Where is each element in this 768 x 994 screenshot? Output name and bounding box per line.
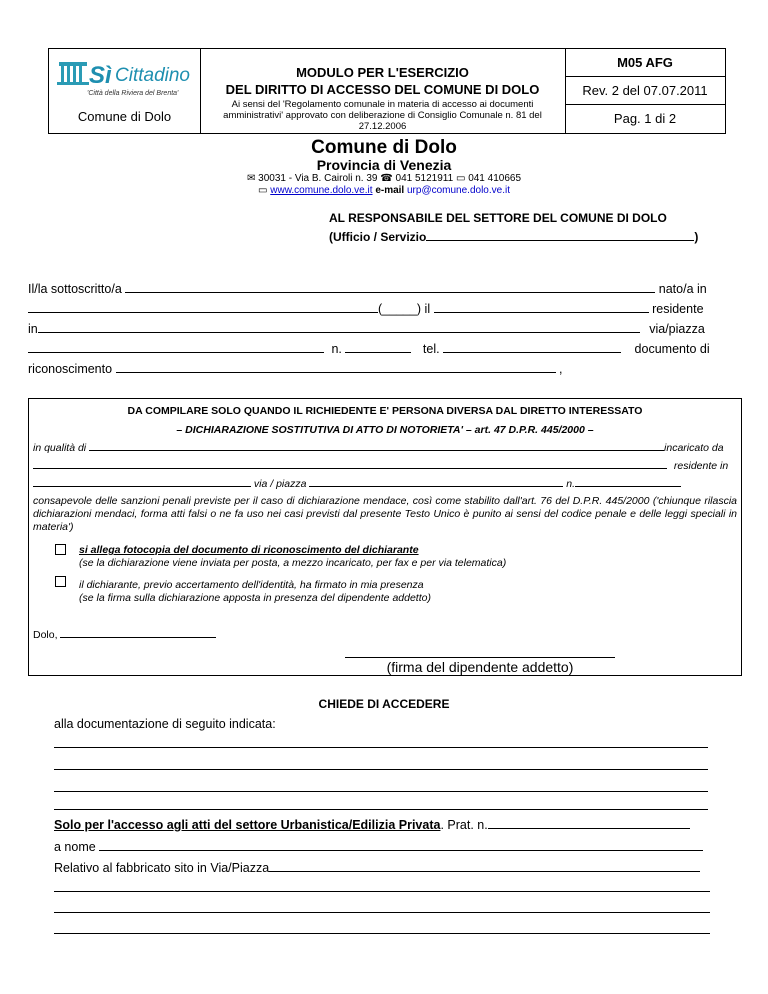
documentazione-line-3[interactable] <box>54 791 708 792</box>
data-nascita-field[interactable] <box>434 312 649 313</box>
applicant-line5: riconoscimento , <box>28 362 563 376</box>
fabbricato-line-2[interactable] <box>54 891 710 892</box>
computer-icon: ▭ <box>258 185 268 196</box>
fabbricato-line: Relativo al fabbricato sito in Via/Piazza <box>54 861 700 875</box>
box-dolo: Dolo, <box>33 629 216 641</box>
form-page: Pag. 1 di 2 <box>613 111 677 126</box>
entity-contacts <box>0 173 768 184</box>
fabbricato-line-3[interactable] <box>54 912 710 913</box>
box-line2: residente in <box>33 460 728 472</box>
documentazione-line-1[interactable] <box>54 747 708 748</box>
box-line1: in qualità di incaricato da <box>33 442 724 454</box>
residenza-field[interactable] <box>38 332 640 333</box>
svg-text:Cittadino: Cittadino <box>115 65 190 86</box>
box-title: DA COMPILARE SOLO QUANDO IL RICHIEDENTE E' PERSONA DIVERSA DAL DIRETTO INTERESSATO <box>127 405 643 417</box>
form-title-1: MODULO PER L'ESERCIZIO <box>296 65 469 80</box>
entity-name: Comune di Dolo <box>311 137 457 158</box>
box-consapevole: consapevole delle sanzioni penali previste per il caso di dichiarazione mendace, così come stabilito dall'art. 76 del D.P.R. 445/2000 ('chiunque rilascia dichiarazioni mendaci, forma atti falsi o ne fa uso nei casi previsti dal presente Testo Unico è punito ai sensi del codice penale e delle leggi speciali in materia') <box>33 495 737 533</box>
ufficio-field[interactable] <box>426 240 694 241</box>
allega-checkbox[interactable] <box>55 544 66 555</box>
pratica-field[interactable] <box>488 828 690 829</box>
via-field[interactable] <box>28 352 324 353</box>
logo-caption: Comune di Dolo <box>77 109 172 124</box>
documentazione-line-2[interactable] <box>54 769 708 770</box>
phone-icon: ☎ <box>380 173 393 184</box>
opt1-sub: (se la dichiarazione viene inviata per posta, a mezzo incaricato, per fax e per via telematica) <box>79 557 507 569</box>
opt1-main: si allega fotocopia del documento di riconoscimento del dichiarante <box>79 544 419 556</box>
entity-fax: 041 410665 <box>468 173 522 184</box>
sottoscritto-field[interactable] <box>125 292 655 293</box>
documentazione-line-4[interactable] <box>54 809 708 810</box>
urban-line: Solo per l'accesso agli atti del settore Urbanistica/Edilizia Privata. Prat. n. <box>54 818 690 832</box>
nome-line: a nome <box>54 840 703 854</box>
form-revision: Rev. 2 del 07.07.2011 <box>565 77 725 105</box>
fabbricato-field[interactable] <box>269 871 700 872</box>
box-civico-field[interactable] <box>575 486 681 487</box>
firma-line[interactable] <box>345 657 615 658</box>
email-link[interactable]: urp@comune.dolo.ve.it <box>407 185 510 196</box>
civico-field[interactable] <box>345 352 411 353</box>
tel-field[interactable] <box>443 352 621 353</box>
box-subtitle: – DICHIARAZIONE SOSTITUTIVA DI ATTO DI NOTORIETA' – art. 47 D.P.R. 445/2000 – <box>176 424 594 436</box>
recipient-line1: AL RESPONSABILE DEL SETTORE DEL COMUNE DI DOLO <box>329 211 667 225</box>
form-subtitle: Ai sensi del 'Regolamento comunale in materia di accesso ai documenti amministrativi' approvato con deliberazione di Consiglio Comunale n. 81 del 27.12.2006 <box>223 99 542 132</box>
form-title-2: DEL DIRITTO DI ACCESSO DEL COMUNE DI DOLO <box>225 82 540 97</box>
entity-province: Provincia di Venezia <box>316 157 452 173</box>
request-intro: alla documentazione di seguito indicata: <box>54 717 276 731</box>
entity-address: 30031 - Via B. Cairoli n. 39 <box>258 173 378 184</box>
opt2-sub: (se la firma sulla dichiarazione apposta in presenza del dipendente addetto) <box>79 592 431 604</box>
code-cell <box>565 49 725 133</box>
data-field[interactable] <box>60 637 216 638</box>
fax-icon: ▭ <box>455 173 466 184</box>
recipient-line2: (Ufficio / Servizio ) <box>329 230 699 244</box>
form-code: M05 AFG <box>565 49 725 77</box>
documento-field[interactable] <box>116 372 556 373</box>
title-cell <box>200 49 566 133</box>
opt2-main: il dichiarante, previo accertamento dell'identità, ha firmato in mia presenza <box>79 579 424 591</box>
box-residenza-field[interactable] <box>33 486 251 487</box>
firma-label: (firma del dipendente addetto) <box>386 659 574 675</box>
applicant-line3: in via/piazza <box>28 322 705 336</box>
qualita-field[interactable] <box>89 450 664 451</box>
svg-text:'Città della Riviera del Brent: 'Città della Riviera del Brenta' <box>87 90 179 97</box>
envelope-icon: ✉ <box>246 173 256 184</box>
fabbricato-line-4[interactable] <box>54 933 710 934</box>
email-label: e-mail <box>375 185 405 196</box>
website-link[interactable]: www.comune.dolo.ve.it <box>270 185 373 196</box>
nome-field[interactable] <box>99 850 703 851</box>
entity-web <box>0 185 768 196</box>
delegate-box <box>28 398 742 676</box>
box-line3: via / piazza n. <box>33 478 681 490</box>
request-heading: CHIEDE DI ACCEDERE <box>318 697 450 711</box>
header-table <box>48 48 726 134</box>
applicant-line1: Il/la sottoscritto/a nato/a in <box>28 282 707 296</box>
svg-text:Sì: Sì <box>89 62 112 89</box>
applicant-line4: n. tel. documento di <box>28 342 710 356</box>
logo-cell <box>49 49 201 133</box>
presenza-checkbox[interactable] <box>55 576 66 587</box>
luogo-nascita-field[interactable] <box>28 312 378 313</box>
entity-phone: 041 5121911 <box>395 173 454 184</box>
applicant-line2: (_____) il residente <box>28 302 704 316</box>
box-via-field[interactable] <box>309 486 563 487</box>
incaricato-field[interactable] <box>33 468 667 469</box>
